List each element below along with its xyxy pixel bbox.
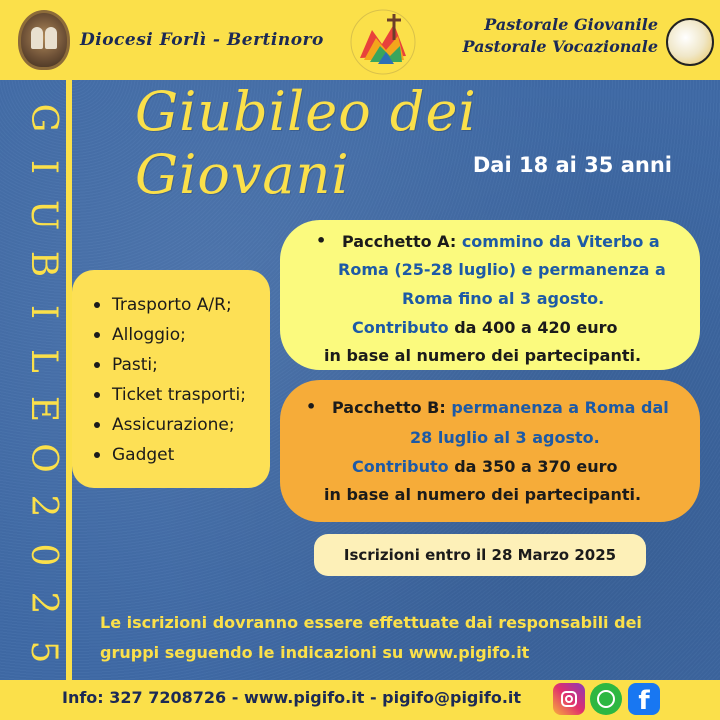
vertical-letter: I (23, 159, 64, 174)
package-b-desc-1: permanenza a Roma dal (451, 398, 669, 417)
package-a-line-1: • Pacchetto A: commino da Viterbo a (342, 232, 660, 251)
package-a-desc-2: Roma (25-28 luglio) e permanenza a (338, 260, 666, 279)
vertical-letter: L (23, 348, 64, 373)
vertical-letter: 2 (23, 591, 64, 615)
vertical-letter: B (23, 250, 64, 277)
contact-info: Info: 327 7208726 - www.pigifo.it - pigifo@pigifo.it (62, 688, 522, 707)
facebook-icon[interactable]: f (628, 683, 660, 715)
vertical-letter: 0 (23, 543, 64, 567)
registration-deadline: Iscrizioni entro il 28 Marzo 2025 (314, 534, 646, 576)
list-item: Pasti; (90, 350, 260, 380)
registration-note (100, 608, 710, 668)
vertical-letter: 5 (23, 640, 64, 664)
package-b-contribution (352, 457, 617, 476)
jubilee-2025-logo (338, 6, 428, 78)
package-b-contrib-label: Contributo (352, 457, 449, 476)
list-item: Ticket trasporti; (90, 380, 260, 410)
package-b-desc-2: 28 luglio al 3 agosto. (410, 428, 600, 447)
diocese-name: Diocesi Forlì - Bertinoro (80, 30, 324, 50)
pastoral-title (463, 14, 658, 58)
page-title: Giubileo dei Giovani (135, 80, 477, 206)
package-b-contrib-value: da 350 a 370 euro (454, 457, 618, 476)
vertical-letter: E (23, 396, 64, 423)
package-a-contrib-value: da 400 a 420 euro (454, 318, 618, 337)
package-b-label: Pacchetto B (332, 398, 440, 417)
pastoral-logo (666, 18, 714, 66)
vertical-letter: 2 (23, 494, 64, 518)
registration-note-line-2: gruppi seguendo le indicazioni su www.pigifo.it (100, 643, 530, 662)
package-a-label: Pacchetto A (342, 232, 450, 251)
list-item: Gadget (90, 440, 260, 470)
vertical-letter: O (23, 442, 64, 473)
package-a-desc-3: Roma fino al 3 agosto. (402, 289, 605, 308)
age-range-subtitle: Dai 18 ai 35 anni (472, 153, 672, 177)
list-item: Trasporto A/R; (90, 290, 260, 320)
package-b-note: in base al numero dei partecipanti. (324, 485, 642, 504)
package-a-desc-1: commino da Viterbo a (461, 232, 660, 251)
package-a-contrib-label: Contributo (352, 318, 449, 337)
vertical-letter: U (23, 199, 64, 231)
pastoral-line-2: Pastorale Vocazionale (462, 37, 658, 56)
vertical-letter: G (23, 103, 64, 133)
package-a-contribution (352, 318, 617, 337)
instagram-icon[interactable] (553, 683, 585, 715)
pastoral-line-1: Pastorale Giovanile (484, 15, 658, 34)
includes-list (90, 290, 260, 470)
vertical-year-text (23, 100, 63, 670)
whatsapp-icon[interactable] (590, 683, 622, 715)
vertical-letter: I (23, 305, 64, 320)
list-item: Alloggio; (90, 320, 260, 350)
package-b-line-1: • Pacchetto B: permanenza a Roma dal (332, 398, 669, 417)
includes-card (72, 270, 270, 488)
package-a-note: in base al numero dei partecipanti. (324, 346, 642, 365)
diocese-crest-logo (18, 10, 70, 70)
registration-note-line-1: Le iscrizioni dovranno essere effettuate dai responsabili dei (100, 613, 642, 632)
list-item: Assicurazione; (90, 410, 260, 440)
